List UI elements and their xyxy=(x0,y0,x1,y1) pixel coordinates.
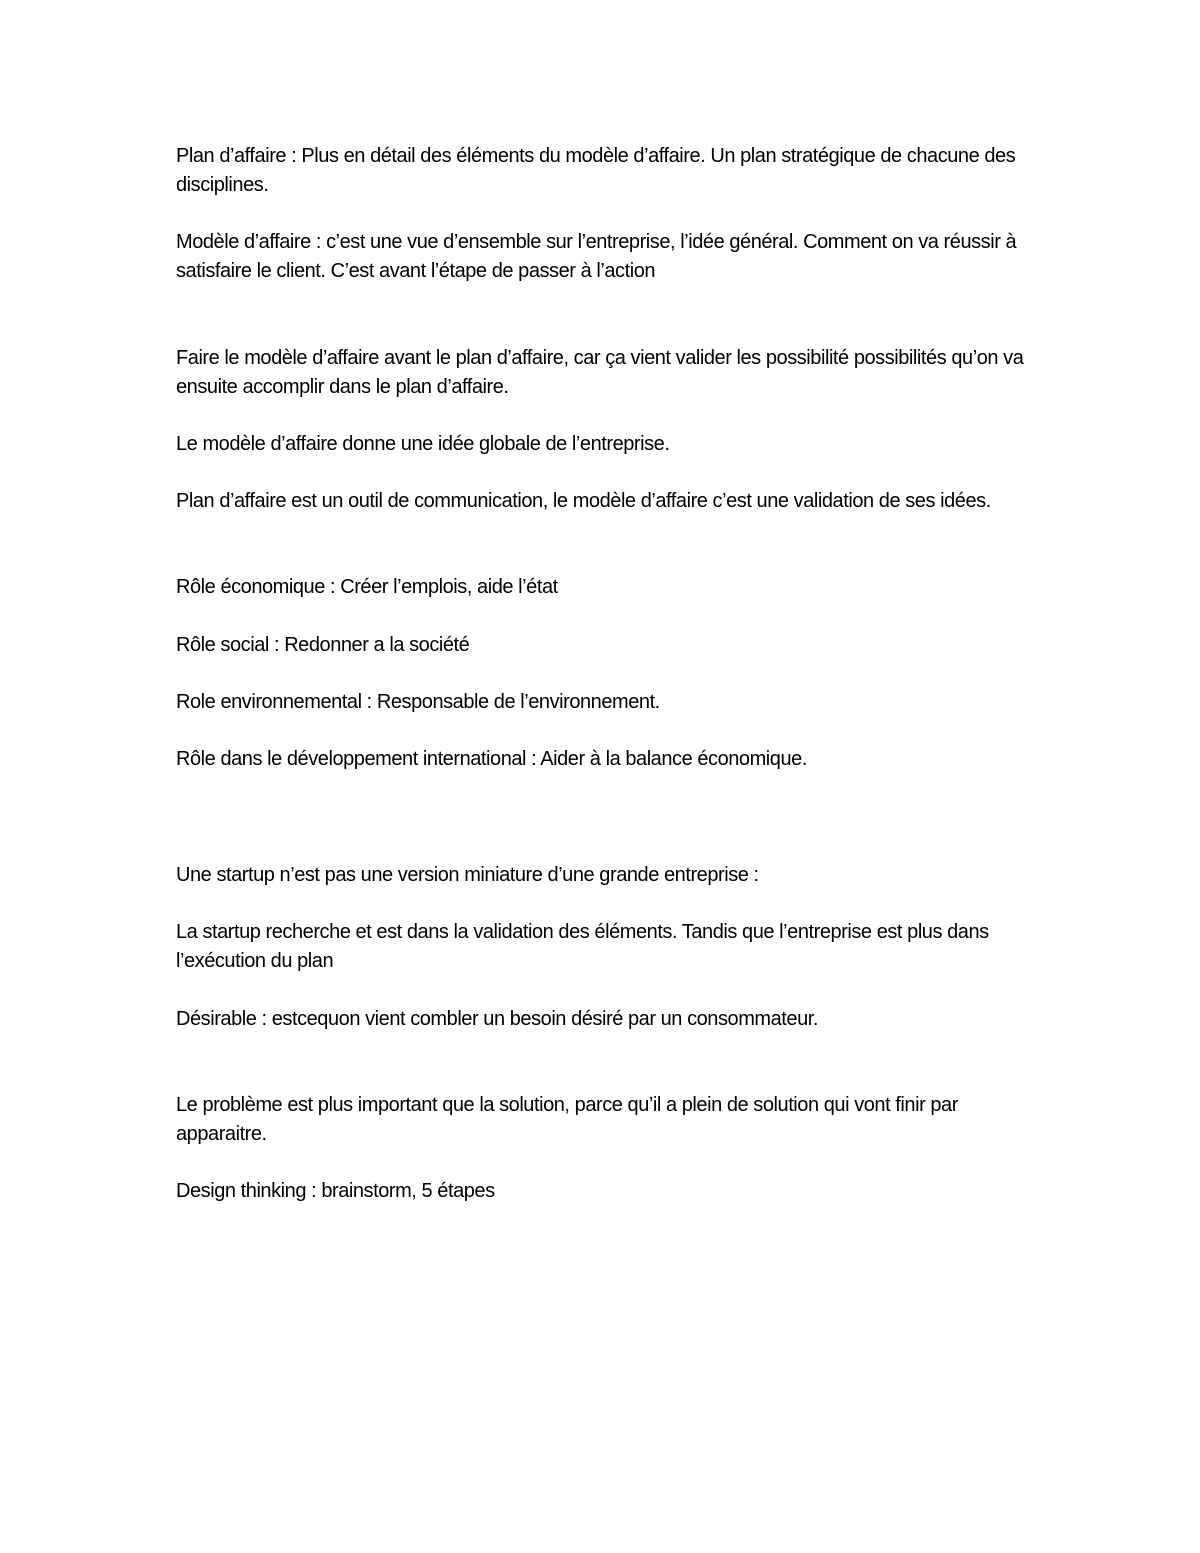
paragraph-faire-modele: Faire le modèle d’affaire avant le plan d’affaire, car ça vient valider les possibilité possibilités qu’on va ensuite accomplir dans le plan d’affaire. xyxy=(176,347,1024,398)
paragraph-outil-communication: Plan d’affaire est un outil de communication, le modèle d’affaire c’est une validation de ses idées. xyxy=(176,490,991,512)
paragraph-role-environnemental: Role environnemental : Responsable de l’environnement. xyxy=(176,691,660,713)
paragraph-role-international: Rôle dans le développement international : Aider à la balance économique. xyxy=(176,748,807,770)
paragraph-startup-validation: La startup recherche et est dans la validation des éléments. Tandis que l’entreprise est plus dans l’exécution du plan xyxy=(176,921,989,972)
paragraph-modele-affaire: Modèle d’affaire : c’est une vue d’ensemble sur l’entreprise, l’idée général. Comment on va réussir à satisfaire le client. C’est avant l’étape de passer à l’action xyxy=(176,231,1017,282)
paragraph-design-thinking: Design thinking : brainstorm, 5 étapes xyxy=(176,1180,495,1202)
paragraph-role-economique: Rôle économique : Créer l’emplois, aide l’état xyxy=(176,576,558,598)
paragraph-startup: Une startup n’est pas une version miniature d’une grande entreprise : xyxy=(176,864,759,886)
paragraph-idee-globale: Le modèle d’affaire donne une idée globale de l’entreprise. xyxy=(176,433,670,455)
paragraph-plan-affaire: Plan d’affaire : Plus en détail des éléments du modèle d’affaire. Un plan stratégique de chacune des disciplines. xyxy=(176,145,1016,196)
paragraph-role-social: Rôle social : Redonner a la société xyxy=(176,634,470,656)
paragraph-desirable: Désirable : estcequon vient combler un besoin désiré par un consommateur. xyxy=(176,1008,818,1030)
paragraph-probleme: Le problème est plus important que la solution, parce qu’il a plein de solution qui vont finir par apparaitre. xyxy=(176,1094,958,1145)
